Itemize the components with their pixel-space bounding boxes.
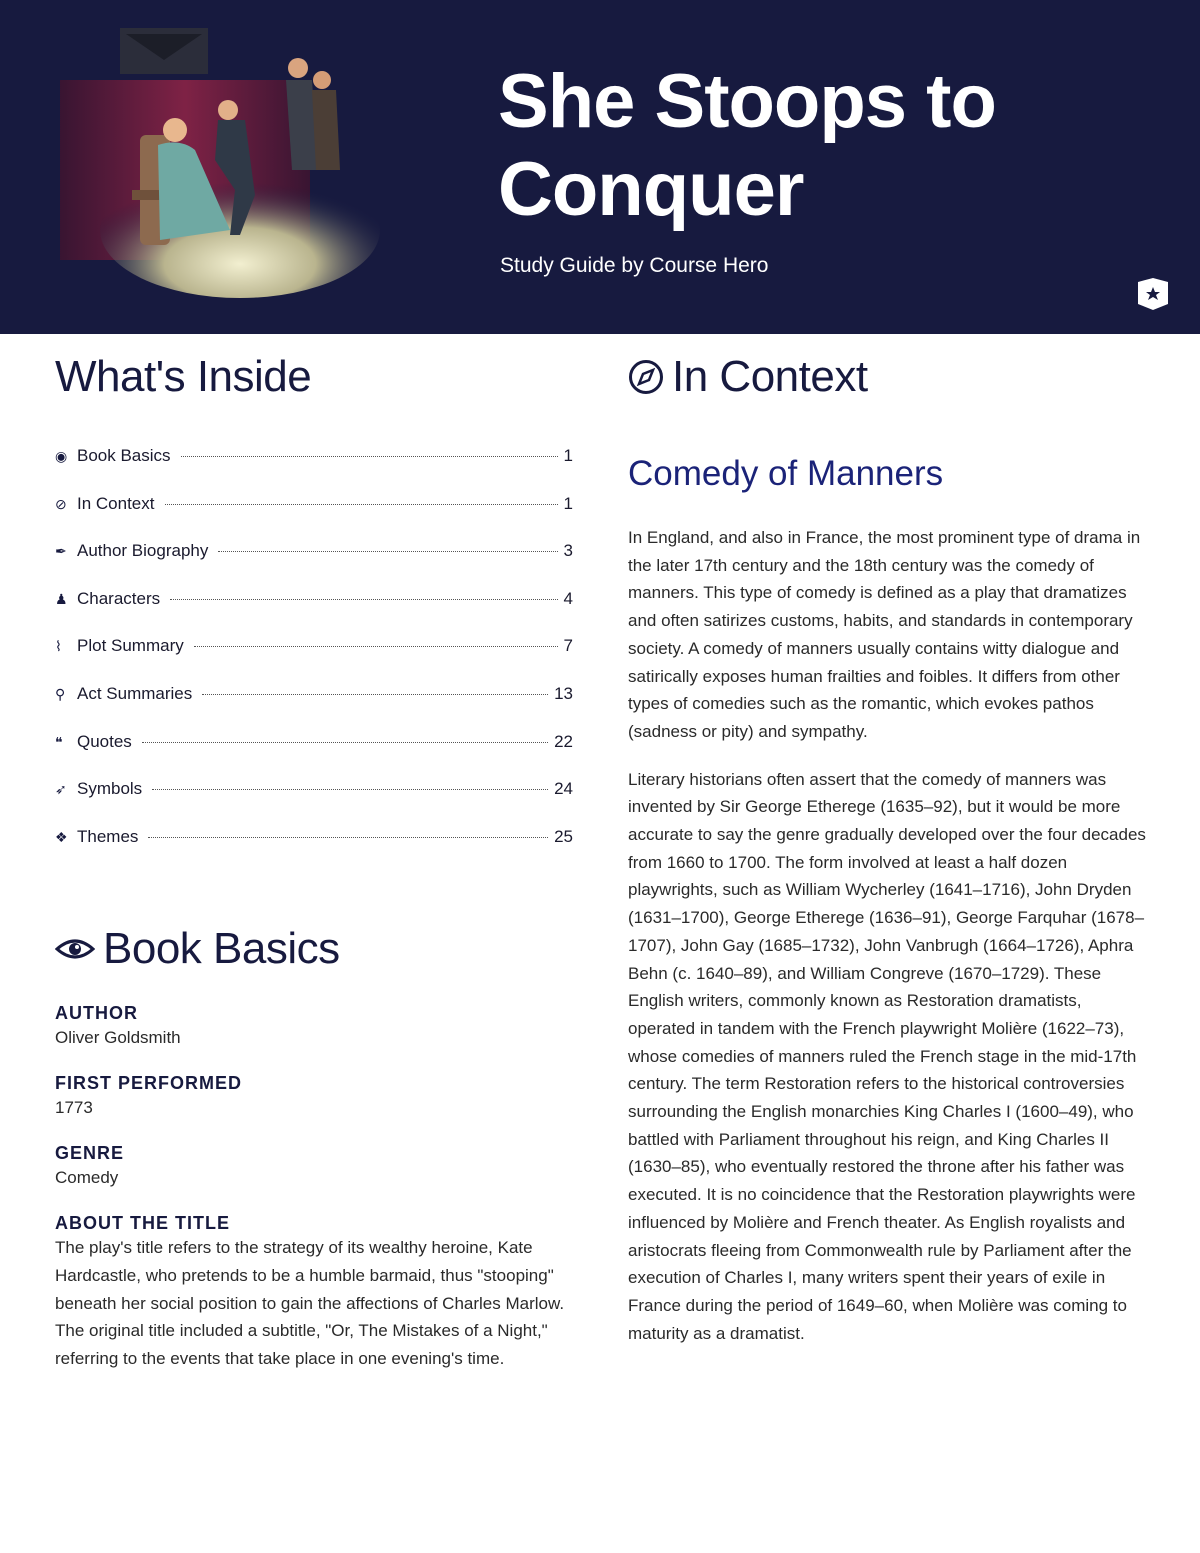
toc-item-author-biography[interactable] [55,541,573,589]
toc-leader [165,504,558,505]
toc-item-book-basics[interactable] [55,446,573,494]
toc-leader [148,837,548,838]
document-title [498,58,1138,234]
toc-item-characters[interactable] [55,589,573,637]
toc-page-number: 4 [563,588,573,608]
toc-label: Characters [77,588,161,608]
title-line-1: She Stoops to [498,59,996,144]
magnifier-icon: ⚲ [55,685,66,702]
book-basics-header [55,924,340,974]
toc-page-number: 25 [554,826,573,846]
compass-icon: ⊘ [55,495,67,512]
toc-label: Author Biography [77,541,209,561]
toc-page-number: 1 [563,446,573,465]
compass-icon [628,359,664,395]
header-banner [0,0,1200,334]
toc-leader [194,646,558,647]
in-context-heading: In Context [672,352,868,401]
book-basics-fields [55,1002,575,1393]
toc-label: Symbols [77,779,143,799]
quote-icon: ❝ [55,733,63,750]
toc-page-number: 7 [563,636,573,656]
toc-page-number: 13 [554,683,573,703]
puzzle-icon: ❖ [55,828,68,845]
eye-icon [55,937,95,961]
author-value: Oliver Goldsmith [55,1028,181,1047]
toc-item-quotes[interactable] [55,732,573,780]
whats-inside-heading: What's Inside [55,352,312,401]
about-title-text: The play's title refers to the strategy of its wealthy heroine, Kate Hardcastle, who pretends to be a humble barmaid, thus "stooping" beneath her social position to gain the affections of Charles Marlow. The original title included a subtitle, "Or, The Mistakes of a Night," referring to the events that take place in one evening's time. [55,1238,565,1369]
first-performed-label: FIRST PERFORMED [55,1073,243,1093]
toc-page-number: 3 [563,541,573,561]
toc-label: In Context [77,493,155,513]
in-context-header [628,352,868,402]
toc-page-number: 1 [563,493,573,513]
toc-leader [181,456,558,457]
first-performed-field [55,1072,575,1122]
about-title-field [55,1212,575,1373]
stage-scene-illustration [40,20,400,310]
toc-item-act-summaries[interactable] [55,684,573,732]
toc-label: Themes [77,826,139,846]
author-label: AUTHOR [55,1003,138,1023]
toc-page-number: 24 [554,779,573,799]
chart-icon: ⌇ [55,638,62,655]
toc-page-number: 22 [554,731,573,751]
toc-label: Act Summaries [77,683,193,703]
toc-leader [170,599,557,600]
toc-item-plot-summary[interactable] [55,636,573,684]
toc-item-in-context[interactable] [55,494,573,542]
toc-leader [218,551,557,552]
toc-label: Plot Summary [77,636,184,656]
toc-label: Book Basics [77,446,171,465]
pen-icon: ✒ [55,543,67,560]
toc-label: Quotes [77,731,132,751]
toc-leader [202,694,548,695]
comedy-of-manners-heading: Comedy of Manners [628,454,944,493]
genre-value: Comedy [55,1168,119,1187]
toc-item-themes[interactable] [55,827,573,875]
document-subtitle: Study Guide by Course Hero [500,254,769,277]
toc-leader [142,742,548,743]
eye-icon: ◉ [55,448,68,464]
in-context-body [628,524,1150,1367]
table-of-contents [55,446,573,874]
toc-item-symbols[interactable] [55,779,573,827]
toc-leader [152,789,548,790]
first-performed-value: 1773 [55,1098,93,1117]
author-field [55,1002,575,1052]
about-title-label: ABOUT THE TITLE [55,1213,230,1233]
paragraph: In England, and also in France, the most prominent type of drama in the later 17th century and the 18th century was the comedy of manners. This type of comedy is defined as a play that dramatizes and often satirizes customs, habits, and standards in contemporary society. A comedy of manners usually contains witty dialogue and satirically exposes human frailties and foibles. It differs from other types of comedies such as the romantic, which evokes pathos (sadness or pity) and sympathy. [628,528,1141,741]
course-hero-logo-icon [1136,278,1170,310]
bird-icon: ➶ [55,781,67,798]
people-icon: ♟ [55,590,68,607]
book-basics-heading: Book Basics [103,924,340,973]
title-line-2: Conquer [498,147,804,232]
genre-label: GENRE [55,1143,125,1163]
paragraph: Literary historians often assert that the comedy of manners was invented by Sir George Etherege (1635–92), but it would be more accurate to say the genre gradually developed over the four decades from 1660 to 1700. The form involved at least a half dozen playwrights, such as William Wycherley (1641–1716), John Dryden (1631–1700), George Etherege (1636–91), George Farquhar (1678–1707), John Gay (1685–1732), John Vanbrugh (1664–1726), Aphra Behn (c. 1640–89), and William Congreve (1670–1729). These English writers, commonly known as Restoration dramatists, operated in tandem with the French playwright Molière (1622–73), whose comedies of manners ruled the French stage in the mid-17th century. The term Restoration refers to the historical controversies surrounding the English monarchies King Charles I (1600–49), who battled with Parliament throughout his reign, and King Charles II (1630–85), who eventually restored the throne after his father was executed. It is no coincidence that the Restoration playwrights were influenced by Molière and French theater. As English royalists and aristocrats fleeing from Commonwealth rule by Parliament after the execution of Charles I, many writers spent their years of exile in France during the period of 1649–60, when Molière was coming to maturity as a dramatist. [628,769,1146,1343]
genre-field [55,1142,575,1192]
